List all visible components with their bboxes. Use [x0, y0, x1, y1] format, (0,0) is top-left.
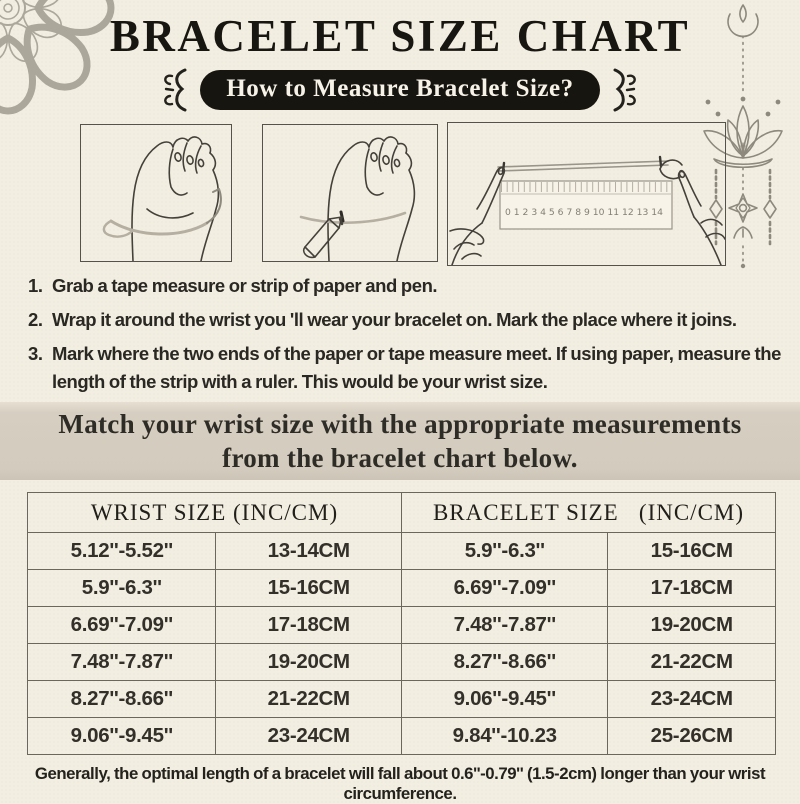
how-to-measure-badge: How to Measure Bracelet Size?	[200, 70, 599, 110]
wrist-cm: 23-24CM	[216, 718, 402, 755]
ruler-numbers: 0 1 2 3 4 5 6 7 8 9 10 11 12 13 14	[505, 208, 664, 218]
bracelet-cm: 25-26CM	[608, 718, 776, 755]
banner-line-2: from the bracelet chart below.	[222, 443, 578, 473]
illustration-mark-with-pen	[262, 124, 438, 262]
wrist-inches: 8.27''-8.66''	[28, 681, 216, 718]
wrist-cm: 17-18CM	[216, 607, 402, 644]
bracelet-inches: 8.27''-8.66''	[401, 644, 607, 681]
step-number: 3.	[28, 343, 43, 364]
wrist-cm: 13-14CM	[216, 533, 402, 570]
badge-row	[0, 68, 800, 112]
wrist-inches: 9.06''-9.45''	[28, 718, 216, 755]
measuring-instructions	[28, 272, 794, 402]
table-row	[28, 533, 776, 570]
bracelet-inches: 6.69''-7.09''	[401, 570, 607, 607]
step-number: 1.	[28, 275, 43, 296]
banner-line-1: Match your wrist size with the appropriate measurements	[58, 409, 742, 439]
table-row	[28, 644, 776, 681]
wrist-cm: 15-16CM	[216, 570, 402, 607]
step-number: 2.	[28, 309, 43, 330]
size-table	[27, 492, 776, 755]
right-flourish-icon	[610, 67, 640, 113]
step-text: Mark where the two ends of the paper or tape measure meet. If using paper, measure the length of the strip with a ruler. This would be your wrist size.	[52, 343, 781, 392]
instruction-step-3	[28, 340, 794, 396]
bracelet-cm: 21-22CM	[608, 644, 776, 681]
illustration-measure-with-ruler	[447, 122, 726, 266]
bracelet-cm: 23-24CM	[608, 681, 776, 718]
wrist-cm: 21-22CM	[216, 681, 402, 718]
table-header-row	[28, 493, 776, 533]
bracelet-inches: 9.06''-9.45''	[401, 681, 607, 718]
wrist-inches: 7.48''-7.87''	[28, 644, 216, 681]
wrist-size-header: WRIST SIZE (INC/CM)	[28, 493, 402, 533]
bracelet-cm: 19-20CM	[608, 607, 776, 644]
bracelet-cm: 17-18CM	[608, 570, 776, 607]
wrist-inches: 6.69''-7.09''	[28, 607, 216, 644]
bracelet-inches: 9.84''-10.23	[401, 718, 607, 755]
wrist-inches: 5.12''-5.52''	[28, 533, 216, 570]
illustration-wrap-tape	[80, 124, 232, 262]
footer-note: Generally, the optimal length of a bracelet will fall about 0.6''-0.79'' (1.5-2cm) longer than your wrist circumference.	[34, 764, 766, 803]
table-row	[28, 607, 776, 644]
step-text: Grab a tape measure or strip of paper and pen.	[52, 275, 438, 296]
bracelet-inches: 7.48''-7.87''	[401, 607, 607, 644]
table-row	[28, 681, 776, 718]
page-title: BRACELET SIZE CHART	[109, 11, 691, 61]
table-row	[28, 718, 776, 755]
bracelet-inches: 5.9''-6.3''	[401, 533, 607, 570]
instruction-step-1	[28, 272, 794, 300]
match-size-banner	[0, 402, 800, 480]
left-flourish-icon	[160, 67, 190, 113]
wrist-inches: 5.9''-6.3''	[28, 570, 216, 607]
table-row	[28, 570, 776, 607]
instruction-step-2	[28, 306, 794, 334]
wrist-cm: 19-20CM	[216, 644, 402, 681]
bracelet-cm: 15-16CM	[608, 533, 776, 570]
bracelet-size-header: BRACELET SIZE (INC/CM)	[401, 493, 775, 533]
step-text: Wrap it around the wrist you 'll wear your bracelet on. Mark the place where it joins.	[52, 309, 737, 330]
